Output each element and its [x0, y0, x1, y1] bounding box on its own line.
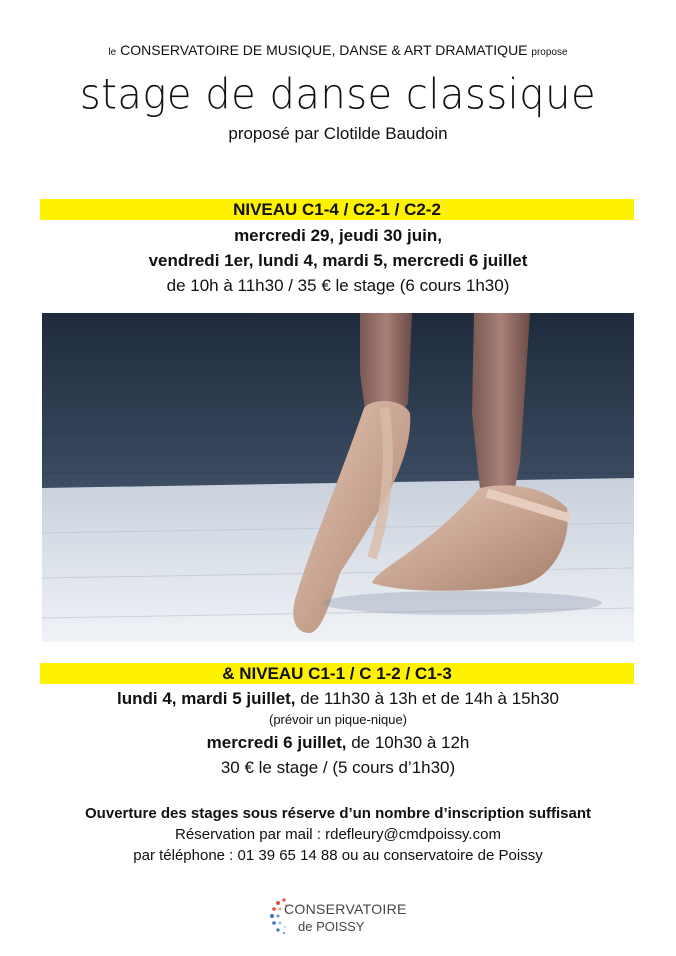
- section1-dates-2: vendredi 1er, lundi 4, mardi 5, mercredi 6 juillet: [148, 251, 528, 270]
- section2-dates-1-rest: de 11h30 à 13h et de 14h à 15h30: [295, 689, 559, 708]
- logo-line-2: de POISSY: [298, 919, 365, 934]
- level-bar-2: & NIVEAU C1-1 / C 1-2 / C1-3: [40, 663, 634, 684]
- top-post: propose: [531, 47, 568, 58]
- footer-phone: par téléphone : 01 39 65 14 88 ou au conservatoire de Poissy: [133, 847, 543, 864]
- section2-dates-1: [0, 689, 676, 709]
- section2-dates-1-bold: lundi 4, mardi 5 juillet,: [117, 689, 296, 708]
- ballet-photo: [42, 313, 634, 642]
- top-pre: le: [108, 47, 117, 58]
- footer-email: Réservation par mail : rdefleury@cmdpoissy.com: [175, 826, 501, 843]
- section2-dates-2-bold: mercredi 6 juillet,: [206, 733, 347, 752]
- logo-line-1: CONSERVATOIRE: [284, 901, 407, 917]
- section2-price: 30 € le stage / (5 cours d’1h30): [220, 758, 456, 777]
- author-line: proposé par Clotilde Baudoin: [228, 124, 448, 143]
- level-bar-1: NIVEAU C1-4 / C2-1 / C2-2: [40, 199, 634, 220]
- section2-dates-2: [0, 733, 676, 753]
- section1-details: de 10h à 11h30 / 35 € le stage (6 cours 1h30): [166, 276, 510, 295]
- footer-notice: Ouverture des stages sous réserve d’un nombre d’inscription suffisant: [85, 805, 591, 822]
- conservatoire-logo: [268, 895, 408, 939]
- section1-dates-1: mercredi 29, jeudi 30 juin,: [234, 226, 442, 245]
- section2-note: (prévoir un pique-nique): [268, 712, 408, 727]
- top-line: [0, 42, 676, 58]
- institution-name: CONSERVATOIRE DE MUSIQUE, DANSE & ART DRAMATIQUE: [120, 42, 528, 58]
- page-title: stage de danse classique: [79, 70, 597, 120]
- pointe-shoes-image: [42, 313, 634, 642]
- section2-dates-2-rest: de 10h30 à 12h: [346, 733, 470, 752]
